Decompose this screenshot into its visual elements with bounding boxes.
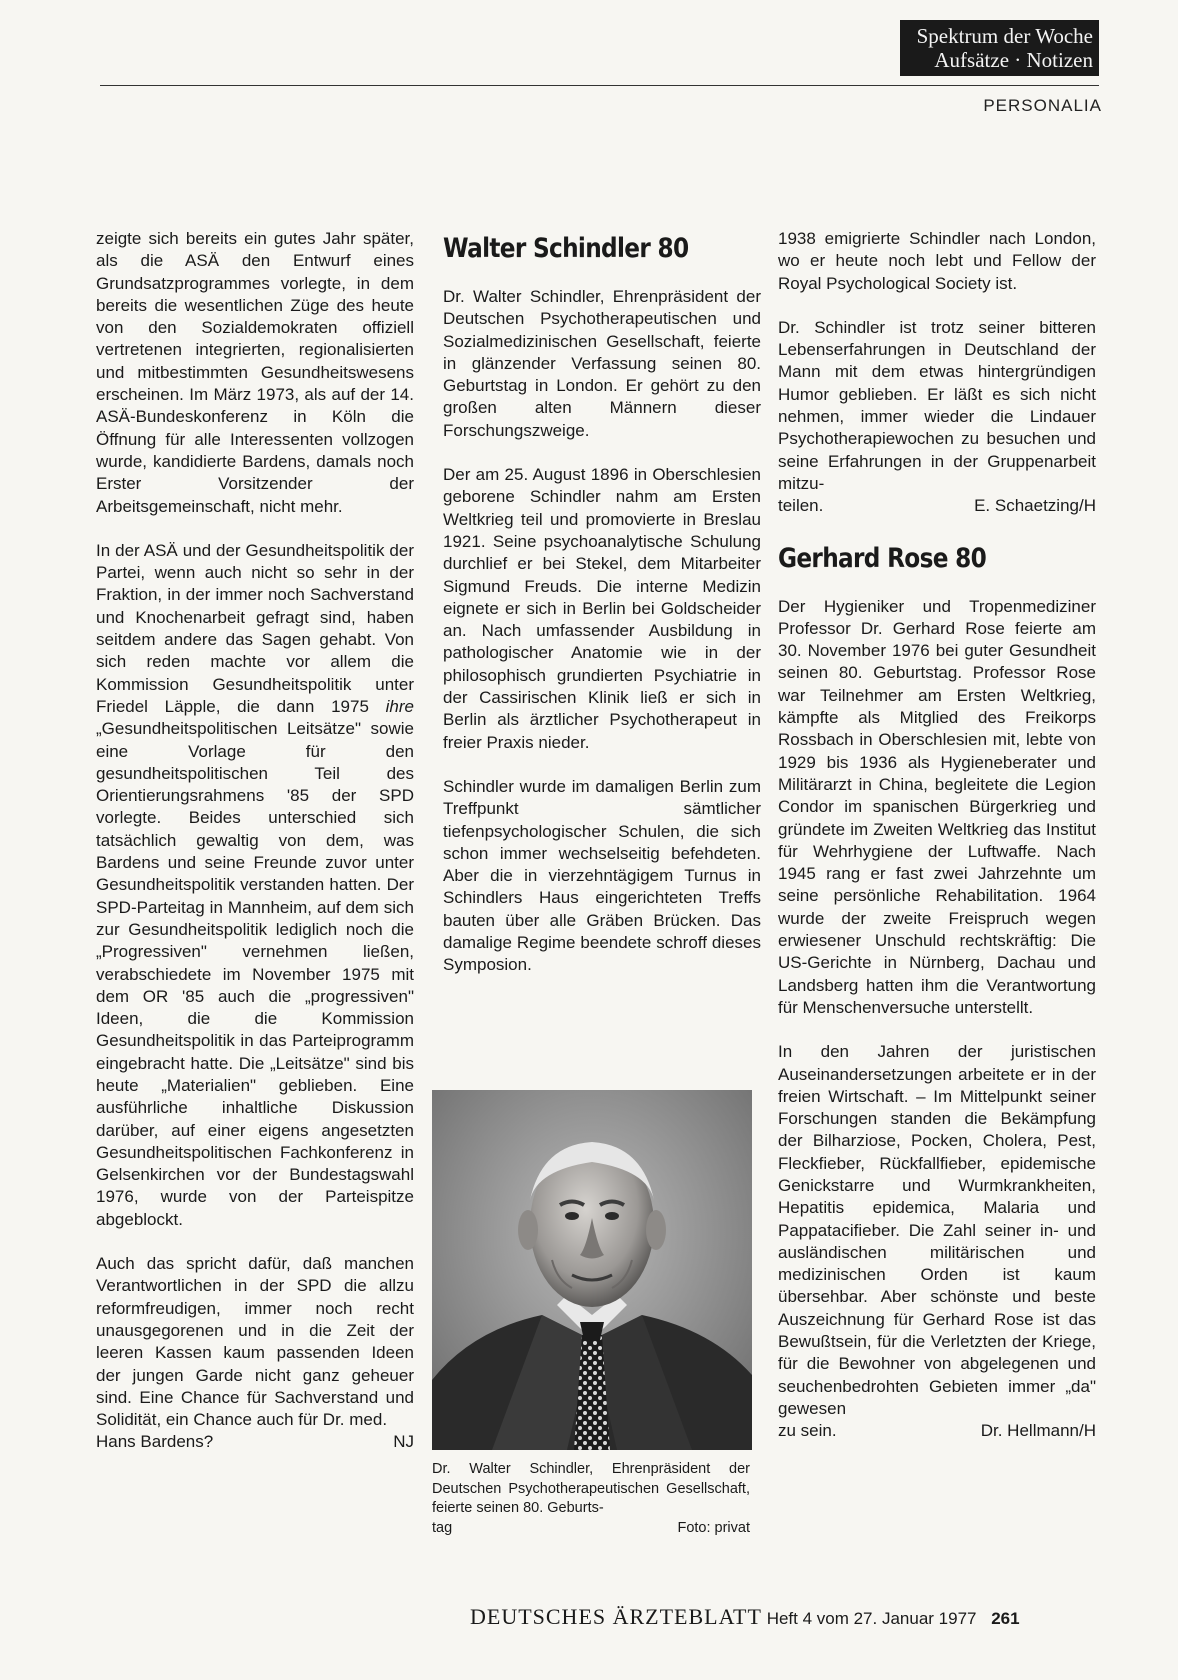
paragraph-last-line: zu sein.: [778, 1421, 837, 1441]
author-signature: Dr. Hellmann/H: [980, 1421, 1096, 1441]
signature-line: [778, 1420, 1096, 1442]
paragraph: [96, 1253, 414, 1431]
portrait-photo: [432, 1090, 752, 1450]
paragraph: In den Jahren der juristischen Auseinandersetzungen arbeitete er in der freien Wirtschaft. – Im Mittelpunkt seiner Forschungen standen die Bekämpfung der Bilharziose, Pocken, Cholera, Pest, Fleckfieber, Rückfallfieber, epidemische Genickstarre und Wurmkrankheiten, Hepatitis epidemica, Malaria und Pappatacifieber. Die Zahl seiner in- und ausländischen militärischen und medizinischen Orden ist kaum übersehbar. Aber schönste und beste Auszeichnung für Gerhard Rose ist das Bewußtsein, für die Verletzten der Kriege, für die Bewohner von abgelegenen und seuchenbedrohten Gebieten immer „da" gewesen: [778, 1042, 1096, 1418]
article-heading: Gerhard Rose 80: [778, 542, 987, 574]
author-signature: E. Schaetzing/H: [974, 496, 1096, 516]
header-rule: [100, 85, 1099, 86]
caption-last-line: [432, 1519, 750, 1539]
emphasis-text: ihre: [385, 696, 414, 716]
paragraph-last-line: Hans Bardens?: [96, 1432, 214, 1452]
paragraph-text: Auch das spricht dafür, daß manchen Verantwortlichen in der SPD die allzu reformfreudigen, immer noch recht unausgegorenen und in die Zeit der leeren Kassen kaum passenden Ideen der jungen Garde nicht ganz geheuer sind. Eine Chance für Sachverstand und Solidität, ein Chance auch für Dr. med.: [96, 1254, 414, 1430]
paragraph: Der am 25. August 1896 in Oberschlesien geborene Schindler nahm am Ersten Weltkrieg teil und promovierte in Breslau 1921. Seine psychoanalytische Schulung durchlief er bei Stekel, dem Mitarbeiter Sigmund Freuds. Die interne Medizin eignete er sich in Berlin bei Goldscheider an. Nach umfassender Ausbildung in pathologischer Anatomie wie in der philosophisch grundierten Psychiatrie in der Cassirischen Klinik ließ er sich in Berlin als ärztlicher Psychotherapeut in freier Praxis nieder.: [443, 465, 761, 752]
portrait-image: [432, 1090, 752, 1450]
column-left: [96, 228, 414, 1454]
paragraph: zeigte sich bereits ein gutes Jahr später, als die ASÄ den Entwurf eines Grundsatzprogrammes vorlegte, in dem bereits die wesentlichen Züge des heute von den Sozialdemokraten offiziell vertretenen integrierten, regionalisierten und mitbestimmten Gesundheitswesens erscheinen. Im März 1973, als auf der 14. ASÄ-Bundeskonferenz in Köln die Öffnung für alle Interessenten vollzogen wurde, kandidierte Bardens, damals noch Erster Vorsitzender der Arbeitsgemeinschaft, nicht mehr.: [96, 229, 414, 516]
photo-credit: Foto: privat: [677, 1519, 750, 1536]
signature-line: [96, 1431, 414, 1453]
paragraph-text: „Gesundheitspolitischen Leitsätze" sowie eine Vorlage für den gesundheitspolitischen Teil des Orientierungsrahmens '85 der SPD vorlegte. Beides unterschied sich tatsächlich gewaltig von dem, was Bardens und seine Freunde zuvor unter Gesundheitspolitik verstanden hatten. Der SPD-Parteitag in Mannheim, auf dem sich zur Gesundheitspolitik lediglich noch die „Progressiven" vernehmen ließen, verabschiedete im November 1975 mit dem OR '85 auch die „progressiven" Ideen, die die Kommission Gesundheitspolitik in das Parteiprogramm eingebracht hatte. Die „Leitsätze" sind bis heute „Materialien" geblieben. Eine ausführliche inhaltliche Diskussion darüber, auf einer eigens angesetzten Gesundheitspolitischen Fachkonferenz in Gelsenkirchen vor der Bundestagswahl 1976, wurde von der Parteispitze abgeblockt.: [96, 719, 414, 1229]
column-middle: [443, 232, 761, 999]
paragraph: Dr. Walter Schindler, Ehrenpräsident der Deutschen Psychotherapeutischen und Sozialmedizinischen Gesellschaft, feierte in glänzender Verfassung seinen 80. Geburtstag in London. Er gehört zu den großen alten Männern dieser Forschungszweige.: [443, 287, 761, 440]
section-header-box: [900, 20, 1099, 76]
signature-line: [778, 495, 1096, 517]
journal-name: DEUTSCHES ÄRZTEBLATT: [470, 1604, 762, 1629]
author-signature: NJ: [393, 1432, 414, 1452]
article-heading: Walter Schindler 80: [443, 233, 689, 264]
paragraph: Der Hygieniker und Tropenmediziner Professor Dr. Gerhard Rose feierte am 30. November 1976 bei guter Gesundheit seinen 80. Geburtstag. Professor Rose war Teilnehmer am Ersten Weltkrieg, kämpfte als Mitglied des Freikorps Rossbach in Oberschlesien mit, lebte von 1929 bis 1936 als Hygieneberater und Militärarzt in China, begleitete die Legion Condor im spanischen Bürgerkrieg und gründete im Zweiten Weltkrieg das Institut für Wehrhygiene der Luftwaffe. Nach 1945 rang er fast zwei Jahrzehnte um seine persönliche Rehabilitation. 1964 wurde der zweite Freispruch wegen erwiesener Unschuld rechtskräftig: Die US-Gerichte in Nürnberg, Dachau und Landsberg hatten ihm die Verantwortung für Menschenversuche unterstellt.: [778, 596, 1096, 1017]
paragraph: Dr. Schindler ist trotz seiner bitteren Lebenserfahrungen in Deutschland der Mann mit dem etwas hintergründigen Humor geblieben. Er läßt es sich nicht nehmen, immer wieder die Lindauer Psychotherapiewochen zu besuchen und seine Erfahrungen in der Gruppenarbeit mitzu-: [778, 317, 1096, 493]
section-header-line1: Spektrum der Woche: [916, 24, 1093, 48]
paragraph-text: In der ASÄ und der Gesundheitspolitik der Partei, wenn auch nicht so sehr in der Fraktion, in der immer noch Sachverstand und Knochenarbeit gefragt sind, haben seitdem andere das Sagen gehabt. Von sich reden machte vor allem die Kommission Gesundheitspolitik unter Friedel Läpple, die dann 1975: [96, 540, 414, 716]
paragraph: 1938 emigrierte Schindler nach London, wo er heute noch lebt und Fellow der Royal Psychological Society ist.: [778, 229, 1096, 293]
column-right: [778, 228, 1096, 1443]
paragraph: Schindler wurde im damaligen Berlin zum Treffpunkt sämtlicher tiefenpsychologischer Schulen, die sich schon immer wechselseitig befehdeten. Aber die in vierzehntägigem Turnus in Schindlers Haus eingerichteten Treffs bauten über alle Gräben Brücken. Das damalige Regime beendete schroff dieses Symposion.: [443, 776, 761, 975]
issue-info: Heft 4 vom 27. Januar 1977: [766, 1609, 977, 1628]
page-number: 261: [991, 1609, 1020, 1628]
caption-last-word: tag: [432, 1519, 453, 1536]
section-header-line2: Aufsätze · Notizen: [934, 48, 1093, 72]
photo-caption: [432, 1460, 750, 1538]
page-footer: [470, 1604, 1100, 1630]
paragraph: [96, 540, 414, 1231]
paragraph-last-line: teilen.: [778, 496, 824, 516]
caption-text: Dr. Walter Schindler, Ehrenpräsident der Deutschen Psychotherapeutischen Gesellschaft, feierte seinen 80. Geburts-: [432, 1461, 750, 1516]
section-label: PERSONALIA: [983, 96, 1102, 115]
